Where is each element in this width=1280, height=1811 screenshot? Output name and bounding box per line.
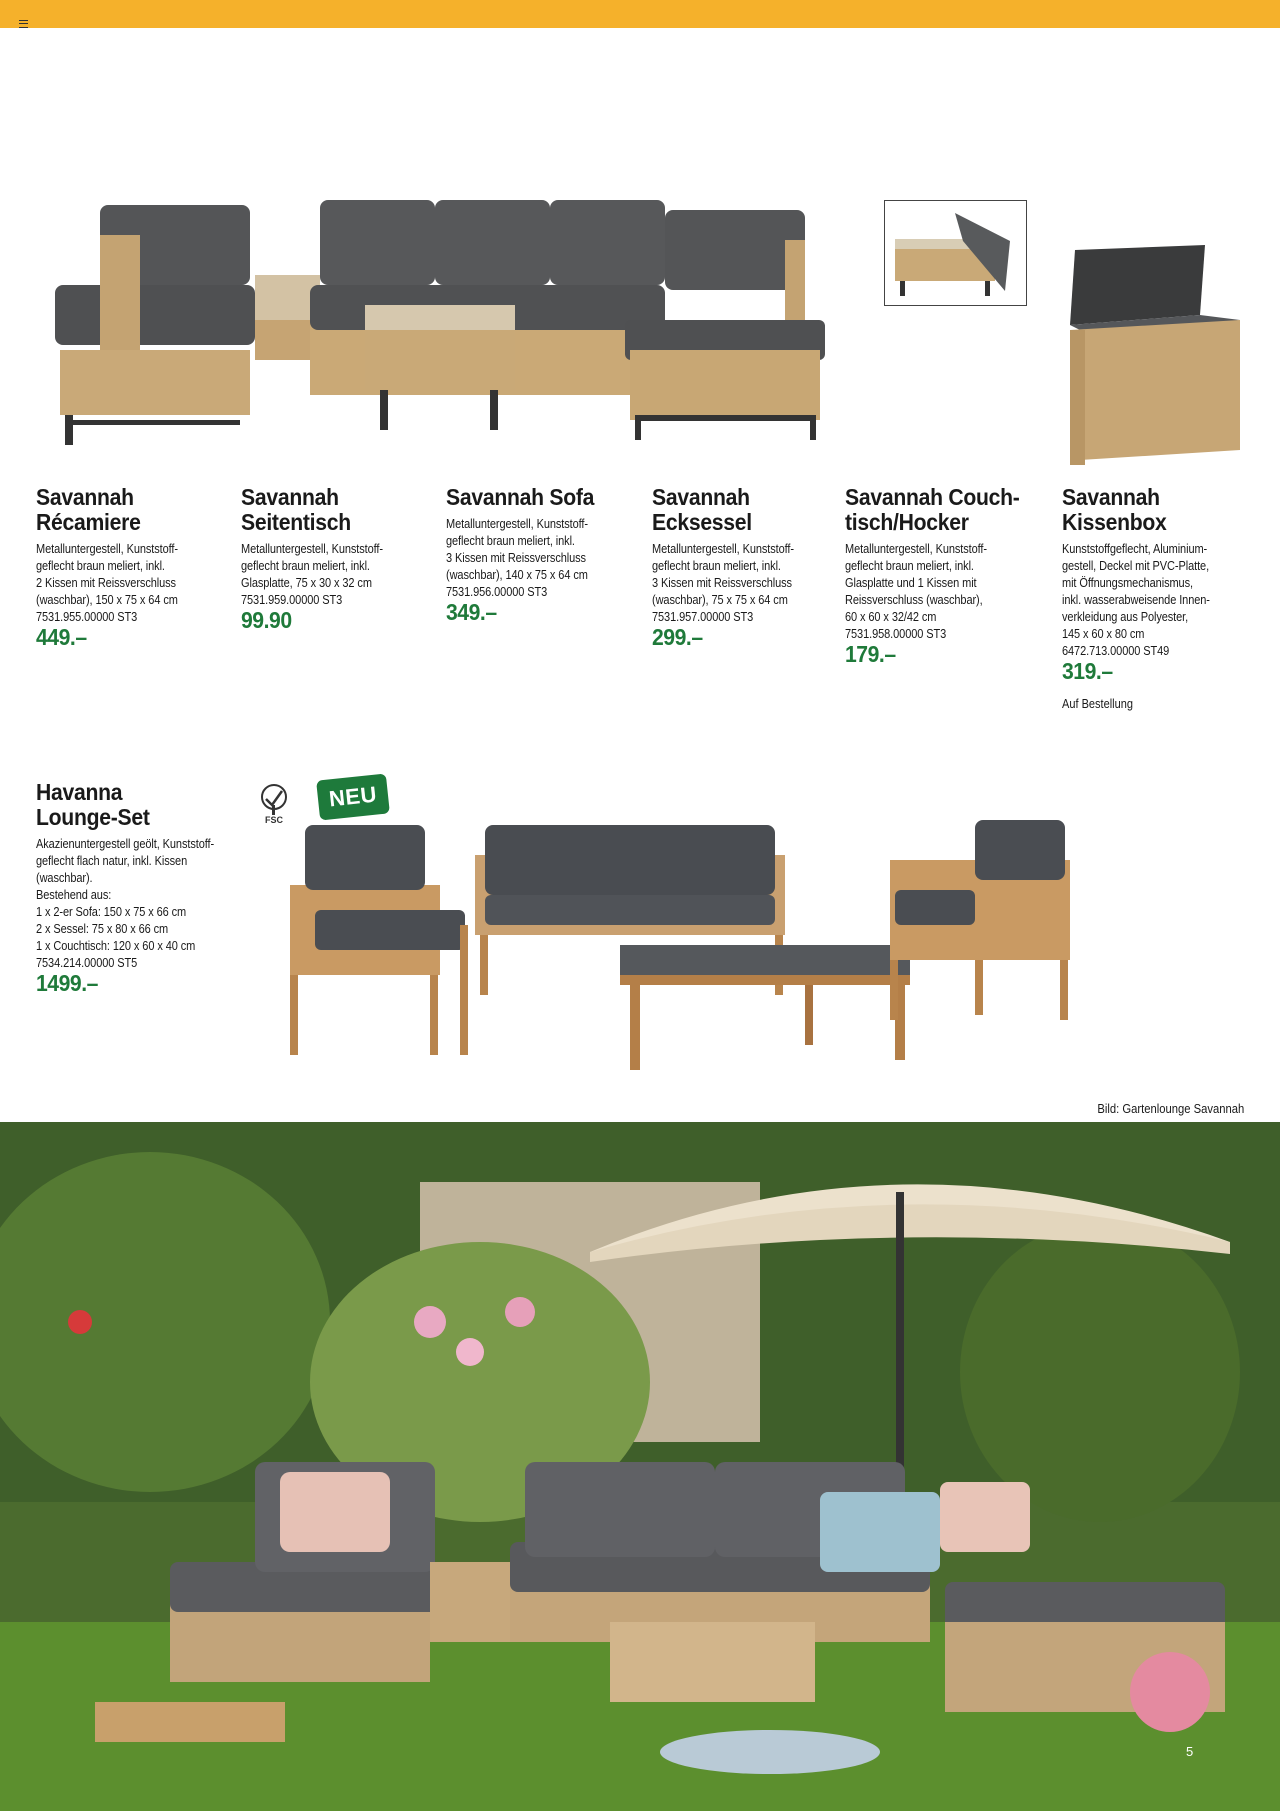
product-savannah-sofa <box>446 485 656 626</box>
product-price: 99.90 <box>241 607 292 633</box>
hocker-inset-image <box>884 200 1027 306</box>
product-price: 299.– <box>652 624 703 650</box>
havanna-set-image <box>285 815 1100 1080</box>
product-price: 449.– <box>36 624 87 650</box>
product-savannah-recamiere <box>36 485 246 651</box>
product-name: Savannah Seitentisch <box>241 484 351 535</box>
tree-check-icon <box>254 783 294 817</box>
new-badge: NEU <box>316 773 390 820</box>
product-savannah-kissenbox <box>1062 485 1272 711</box>
product-price: 319.– <box>1062 658 1113 684</box>
product-name: Savannah Ecksessel <box>652 484 752 535</box>
product-description: Metalluntergestell, Kunststoff- geflecht braun meliert, inkl. 3 Kissen mit Reissverschluss (waschbar), 140 x 75 x 64 cm 7531.956.00000 ST3 <box>446 517 588 599</box>
product-name: Savannah Récamiere <box>36 484 141 535</box>
product-price: 1499.– <box>36 970 98 996</box>
top-accent-bar <box>0 0 1280 28</box>
product-description: Metalluntergestell, Kunststoff- geflecht braun meliert, inkl. Glasplatte, 75 x 30 x 32 cm 7531.959.00000 ST3 <box>241 542 383 607</box>
product-price: 349.– <box>446 599 497 625</box>
garden-lounge-photo <box>0 1122 1280 1811</box>
order-note: Auf Bestellung <box>1062 697 1133 711</box>
product-havanna-lounge-set <box>36 780 246 997</box>
kissenbox-image <box>1060 245 1245 470</box>
product-name: Havanna Lounge-Set <box>36 779 150 830</box>
fsc-label: FSC <box>265 815 283 825</box>
product-name: Savannah Sofa <box>446 484 595 510</box>
product-description: Kunststoffgeflecht, Aluminium- gestell, Deckel mit PVC-Platte, mit Öffnungsmechanismus, inkl. wasserabweisende Innen- verkleidung aus Polyester, 145 x 60 x 80 cm 6472.713.00000 ST49 <box>1062 542 1210 658</box>
product-savannah-couchtisch <box>845 485 1055 668</box>
photo-caption: Bild: Gartenlounge Savannah <box>1097 1102 1244 1116</box>
product-name: Savannah Couch- tisch/Hocker <box>845 484 1020 535</box>
hamburger-icon[interactable] <box>19 20 28 28</box>
product-description: Metalluntergestell, Kunststoff- geflecht braun meliert, inkl. Glasplatte und 1 Kissen mit Reissverschluss (waschbar), 60 x 60 x 32/42 cm 7531.958.00000 ST3 <box>845 542 987 641</box>
product-savannah-seitentisch <box>241 485 451 634</box>
product-description: Metalluntergestell, Kunststoff- geflecht braun meliert, inkl. 2 Kissen mit Reissverschluss (waschbar), 150 x 75 x 64 cm 7531.955.00000 ST3 <box>36 542 178 624</box>
product-description: Akazienuntergestell geölt, Kunststoff- geflecht flach natur, inkl. Kissen (waschbar). Bestehend aus: 1 x 2-er Sofa: 150 x 75 x 66 cm 2 x Sessel: 75 x 80 x 66 cm 1 x Couchtisch: 120 x 60 x 40 cm 7534.214.00000 ST5 <box>36 837 215 970</box>
product-price: 179.– <box>845 641 896 667</box>
savannah-set-image <box>55 190 960 475</box>
product-description: Metalluntergestell, Kunststoff- geflecht braun meliert, inkl. 3 Kissen mit Reissverschluss (waschbar), 75 x 75 x 64 cm 7531.957.00000 ST3 <box>652 542 794 624</box>
product-savannah-ecksessel <box>652 485 862 651</box>
page-number: 5 <box>1186 1744 1194 1759</box>
product-name: Savannah Kissenbox <box>1062 484 1167 535</box>
